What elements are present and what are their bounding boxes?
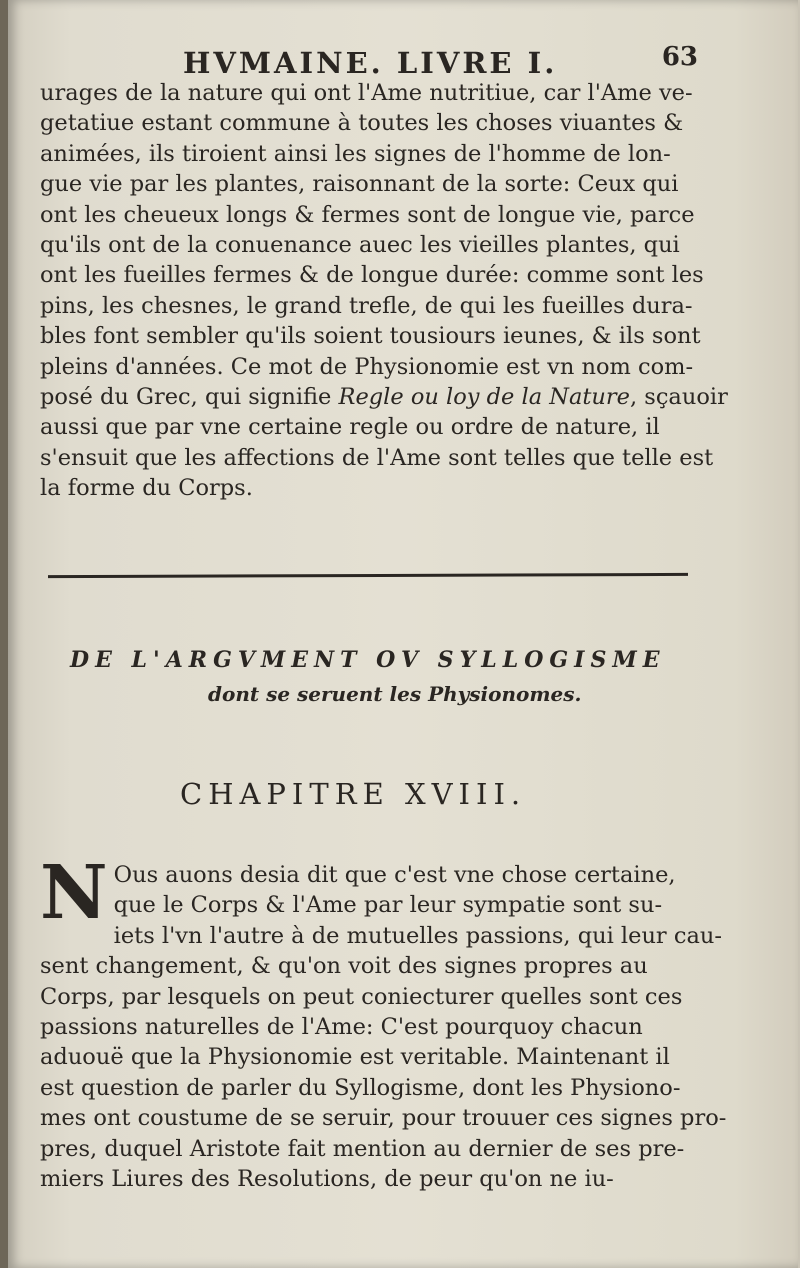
text-line: aussi que par vne certaine regle ou ordre de nature, il xyxy=(40,414,660,441)
text-line xyxy=(40,382,728,412)
text-line: pres, duquel Aristote fait mention au dernier de ses pre- xyxy=(40,1135,685,1162)
chapter-heading: CHAPITRE XVIII. xyxy=(180,777,527,811)
page-number: 63 xyxy=(661,42,698,72)
chapter-paragraph xyxy=(40,850,727,1194)
text-line: ont les cheueux longs & fermes sont de longue vie, parce xyxy=(40,201,695,228)
text-line: aduouë que la Physionomie est veritable. Maintenant il xyxy=(40,1044,670,1071)
page-header xyxy=(8,42,798,82)
book-page xyxy=(8,0,798,1268)
drop-cap: N xyxy=(40,850,108,936)
text-line: pleins d'années. Ce mot de Physionomie est vn nom com- xyxy=(40,353,694,380)
text-line: est question de parler du Syllogisme, dont les Physiono- xyxy=(40,1074,681,1101)
text-line: urages de la nature qui ont l'Ame nutritiue, car l'Ame ve- xyxy=(40,80,693,106)
text-line: la forme du Corps. xyxy=(40,475,253,502)
section-title: DE L'ARGVMENT OV SYLLOGISME xyxy=(70,647,666,673)
text-line: ont les fueilles fermes & de longue durée: comme sont les xyxy=(40,262,704,289)
text-line: getatiue estant commune à toutes les choses viuantes & xyxy=(40,110,684,137)
text-line: mes ont coustume de se seruir, pour trouuer ces signes pro- xyxy=(40,1105,727,1132)
italic-gloss: Regle ou loy de la Nature xyxy=(338,383,630,410)
section-subtitle: dont se seruent les Physionomes. xyxy=(208,682,582,706)
text-line: iets l'vn l'autre à de mutuelles passions, qui leur cau- xyxy=(113,922,722,949)
running-head: HVMAINE. LIVRE I. xyxy=(183,46,558,80)
text-fragment: posé du Grec, qui signifie xyxy=(40,383,339,410)
book-spine-edge xyxy=(0,0,8,1268)
text-line: bles font sembler qu'ils soient tousiours ieunes, & ils sont xyxy=(40,323,701,350)
text-line: Corps, par lesquels on peut coniecturer quelles sont ces xyxy=(40,983,683,1010)
text-line: Ous auons desia dit que c'est vne chose certaine, xyxy=(113,862,676,888)
text-line: sent changement, & qu'on voit des signes propres au xyxy=(40,953,648,980)
body-paragraph xyxy=(40,78,728,503)
text-line: pins, les chesnes, le grand trefle, de qui les fueilles dura- xyxy=(40,292,693,319)
text-line: qu'ils ont de la conuenance auec les vieilles plantes, qui xyxy=(40,231,680,258)
text-fragment: , sçauoir xyxy=(629,383,728,410)
section-rule xyxy=(48,573,688,578)
text-line: s'ensuit que les affections de l'Ame sont telles que telle est xyxy=(40,444,714,471)
text-line: miers Liures des Resolutions, de peur qu'on ne iu- xyxy=(40,1165,614,1192)
text-line: animées, ils tiroient ainsi les signes de l'homme de lon- xyxy=(40,140,671,167)
text-line: passions naturelles de l'Ame: C'est pourquoy chacun xyxy=(40,1013,643,1040)
text-line: gue vie par les plantes, raisonnant de la sorte: Ceux qui xyxy=(40,171,679,198)
text-line: que le Corps & l'Ame par leur sympatie sont su- xyxy=(113,892,663,919)
